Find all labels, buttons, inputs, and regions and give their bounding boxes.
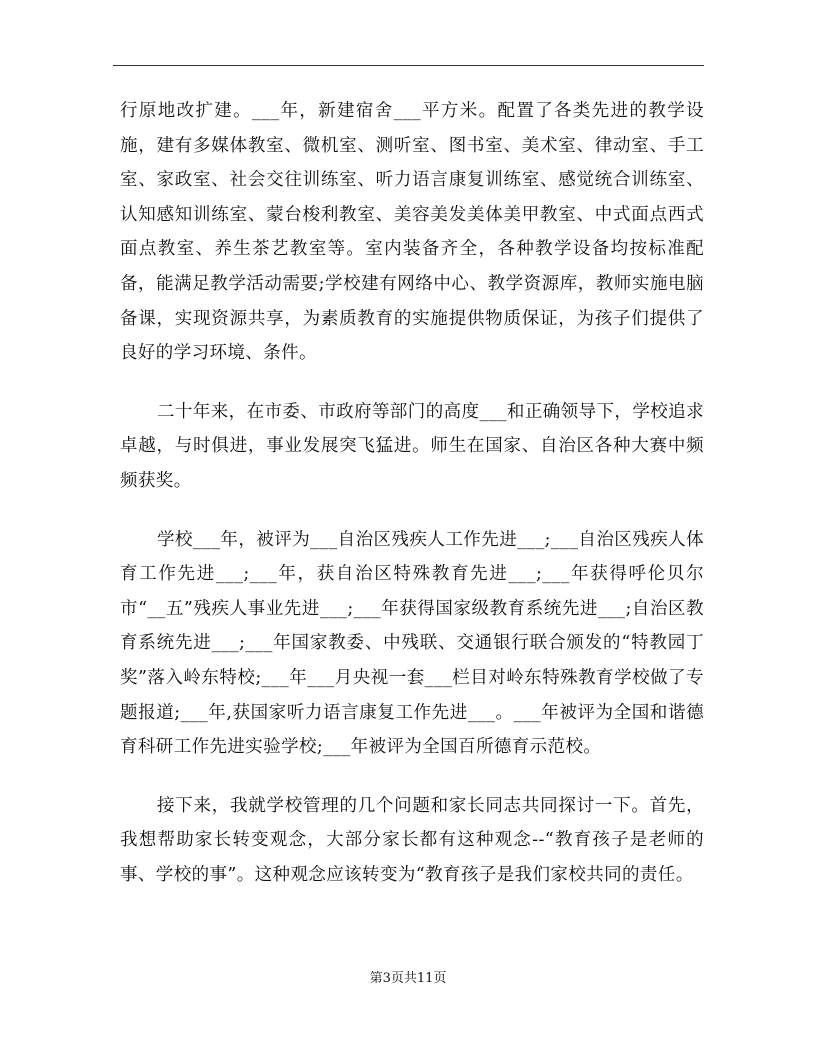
paragraph-awards: 学校___年，被评为___自治区残疾人工作先进___;___自治区残疾人体育工作先进___;___年，获自治区特殊教育先进___;___年获得呼伦贝尔市“__五”残疾人事业先进___;___年获得国家级教育系统先进___;自治区教育系统先进___;___年国家教委、中残联、交通银行联合颁发的“特教园丁奖”落入岭东特校;___年___月央视一套___栏目对岭东特殊教育学校做了专题报道;___年,获国家听力语言康复工作先进___。___年被评为全国和谐德育科研工作先进实验学校;___年被评为全国百所德育示范校。	[120, 529, 704, 758]
page-number: 第3页共11页	[369, 971, 447, 986]
paragraph-facilities: 行原地改扩建。___年，新建宿舍___平方米。配置了各类先进的教学设施，建有多媒体教室、微机室、测听室、图书室、美术室、律动室、手工室、家政室、社会交往训练室、听力语言康复训练室、感觉统合训练室、认知感知训练室、蒙台梭利教室、美容美发美体美甲教室、中式面点西式面点教室、养生茶艺教室等。室内装备齐全，各种教学设备均按标准配备，能满足教学活动需要;学校建有网络中心、教学资源库，教师实施电脑备课，实现资源共享，为素质教育的实施提供物质保证，为孩子们提供了良好的学习环境、条件。	[120, 101, 704, 364]
document-body	[120, 94, 704, 916]
paragraph-management: 接下来，我就学校管理的几个问题和家长同志共同探讨一下。首先，我想帮助家长转变观念，大部分家长都有这种观念--“教育孩子是老师的事、学校的事”。这种观念应该转变为“教育孩子是我们家校共同的责任。	[120, 795, 704, 885]
paragraph-development: 二十年来，在市委、市政府等部门的高度___和正确领导下，学校追求卓越，与时俱进，事业发展突飞猛进。师生在国家、自治区各种大赛中频频获奖。	[120, 401, 704, 491]
header-rule	[113, 65, 704, 66]
